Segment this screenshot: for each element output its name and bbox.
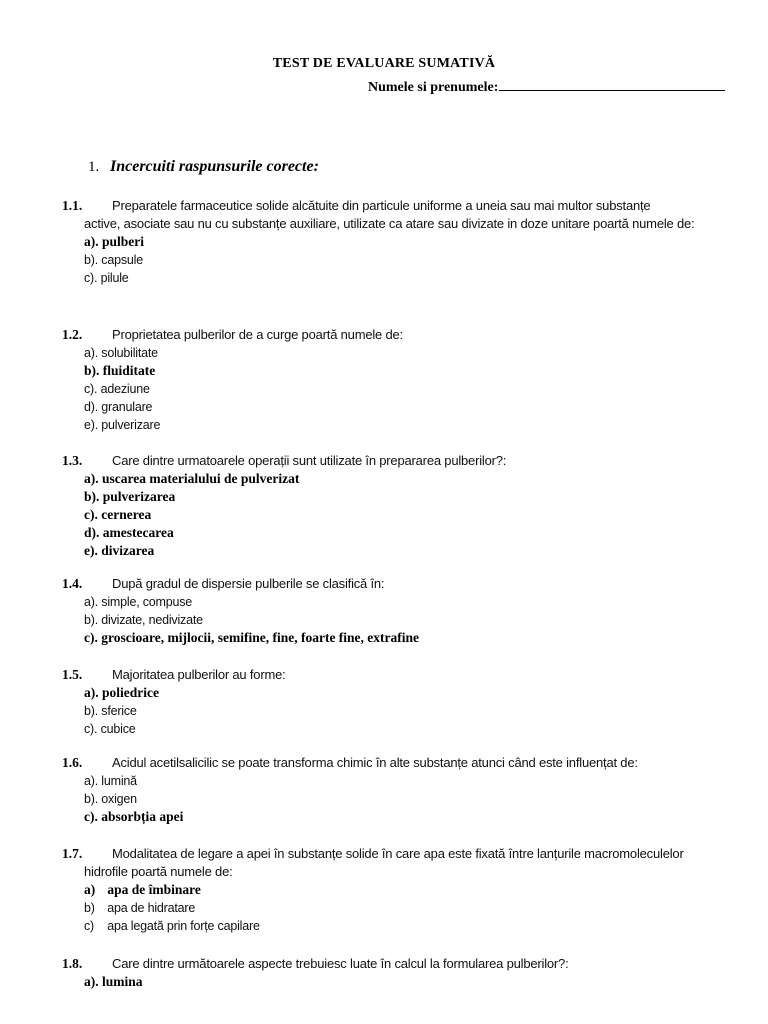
option-text: pulverizare [98,418,161,432]
page-title: TEST DE EVALUARE SUMATIVĂ [272,56,496,71]
option-text: adeziune [97,382,150,396]
option-letter: b). [84,792,98,806]
option-letter: b). [84,253,98,267]
answer-option[interactable] [84,772,742,790]
answer-option-correct[interactable] [84,233,742,251]
option-text: pilule [97,271,129,285]
section-heading [88,158,319,176]
question-stem [62,452,742,470]
option-letter: b). [84,704,98,718]
question-number: 1.4. [62,576,83,591]
option-text: apa legată prin forțe capilare [104,919,260,933]
question-text [84,452,742,470]
answer-option-correct[interactable] [84,973,742,991]
question-text-first: Modalitatea de legare a apei în substanțe solide în care apa este fixată între lanțurile macromoleculelor [112,846,684,861]
option-text: amestecarea [99,525,174,540]
answer-option[interactable] [84,702,742,720]
option-text: cubice [97,722,136,736]
option-letter: b). [84,489,100,504]
option-letter: a). [84,346,98,360]
question-2 [62,326,742,434]
question-stem [62,197,742,233]
option-text: simple, compuse [98,595,193,609]
answer-options [62,973,742,991]
answer-option[interactable] [84,917,742,935]
answer-option[interactable] [84,416,742,434]
question-text [84,754,742,772]
question-text [84,666,742,684]
answer-option-correct[interactable] [84,684,742,702]
option-letter: a). [84,774,98,788]
question-number: 1.7. [62,846,83,861]
answer-option[interactable] [84,790,742,808]
answer-option[interactable] [84,720,742,738]
name-blank-line[interactable] [499,77,725,91]
option-text: oxigen [98,792,137,806]
option-text: lumină [98,774,137,788]
question-text-first: Proprietatea pulberilor de a curge poartă numele de: [112,327,403,342]
option-text: apa de îmbinare [104,882,201,897]
question-text [84,845,742,881]
answer-options [62,344,742,434]
option-letter: c). [84,382,98,396]
answer-option-correct[interactable] [84,542,742,560]
question-3 [62,452,742,560]
question-text-continued: hidrofile poartă numele de: [84,864,233,879]
option-letter: a). [84,974,99,989]
name-label: Numele si prenumele: [368,80,499,95]
option-letter: a). [84,595,98,609]
answer-option-correct[interactable] [84,629,742,647]
question-text-first: Majoritatea pulberilor au forme: [112,667,286,682]
question-number: 1.6. [62,755,83,770]
answer-option[interactable] [84,593,742,611]
option-letter: d). [84,400,98,414]
option-letter: c). [84,630,98,645]
option-text: apa de hidratare [104,901,196,915]
option-letter: c) [84,919,95,933]
answer-option-correct[interactable] [84,524,742,542]
option-letter: a). [84,234,99,249]
answer-option[interactable] [84,899,742,917]
question-text-first: Care dintre următoarele aspecte trebuiesc luate în calcul la formularea pulberilor?: [112,956,569,971]
question-stem [62,326,742,344]
option-text: solubilitate [98,346,158,360]
section-number: 1. [88,159,100,175]
option-text: capsule [98,253,143,267]
section-title: Incercuiti raspunsurile corecte: [110,158,319,175]
question-number: 1.8. [62,956,83,971]
question-1 [62,197,742,287]
option-letter: d). [84,525,100,540]
question-stem [62,666,742,684]
question-number: 1.2. [62,327,83,342]
option-text: cernerea [97,507,152,522]
answer-option-correct[interactable] [84,808,742,826]
option-text: sferice [98,704,137,718]
question-text-first: Care dintre urmatoarele operații sunt utilizate în prepararea pulberilor?: [112,453,507,468]
option-letter: e). [84,418,98,432]
question-stem [62,575,742,593]
option-text: fluiditate [99,363,156,378]
question-text-first: Preparatele farmaceutice solide alcătuite din particule uniforme a uneia sau mai multor substanțe [112,198,651,213]
option-letter: c). [84,507,98,522]
question-5 [62,666,742,738]
option-letter: a). [84,471,99,486]
question-text-first: Acidul acetilsalicilic se poate transforma chimic în alte substanțe atunci când este influențat de: [112,755,638,770]
option-letter: b) [84,901,95,915]
answer-options [62,772,742,826]
answer-option-correct[interactable] [84,470,742,488]
question-number: 1.1. [62,198,83,213]
option-text: pulberi [98,234,145,249]
answer-option-correct[interactable] [84,881,742,899]
question-text-first: După gradul de dispersie pulberile se clasifică în: [112,576,385,591]
option-text: absorbția apei [97,809,184,824]
answer-options [62,881,742,935]
answer-option[interactable] [84,611,742,629]
answer-options [62,233,742,287]
question-stem [62,754,742,772]
question-text [84,575,742,593]
option-text: pulverizarea [99,489,176,504]
question-number: 1.5. [62,667,83,682]
question-text [84,955,742,973]
question-8 [62,955,742,991]
answer-options [62,593,742,647]
question-6 [62,754,742,826]
question-stem [62,845,742,881]
answer-option[interactable] [84,398,742,416]
option-letter: a) [84,882,96,897]
answer-options [62,470,742,560]
option-text: groscioare, mijlocii, semifine, fine, foarte fine, extrafine [97,630,420,645]
answer-option[interactable] [84,251,742,269]
name-field [368,77,725,96]
question-text [84,326,742,344]
question-stem [62,955,742,973]
question-text [84,197,742,233]
option-letter: c). [84,271,98,285]
option-text: granulare [98,400,153,414]
answer-option[interactable] [84,269,742,287]
answer-option[interactable] [84,380,742,398]
answer-option-correct[interactable] [84,506,742,524]
option-letter: b). [84,613,98,627]
option-text: uscarea materialului de pulverizat [98,471,300,486]
answer-option[interactable] [84,344,742,362]
option-text: lumina [98,974,143,989]
option-text: divizarea [97,543,155,558]
answer-options [62,684,742,738]
option-text: divizate, nedivizate [98,613,203,627]
option-letter: a). [84,685,99,700]
option-letter: e). [84,543,98,558]
question-text-continued: active, asociate sau nu cu substanțe auxiliare, utilizate ca atare sau divizate in doze unitare poartă numele de: [84,216,695,231]
option-text: poliedrice [98,685,159,700]
question-4 [62,575,742,647]
option-letter: b). [84,363,100,378]
question-7 [62,845,742,935]
option-letter: c). [84,722,98,736]
answer-option-correct[interactable] [84,362,742,380]
answer-option-correct[interactable] [84,488,742,506]
option-letter: c). [84,809,98,824]
question-number: 1.3. [62,453,83,468]
